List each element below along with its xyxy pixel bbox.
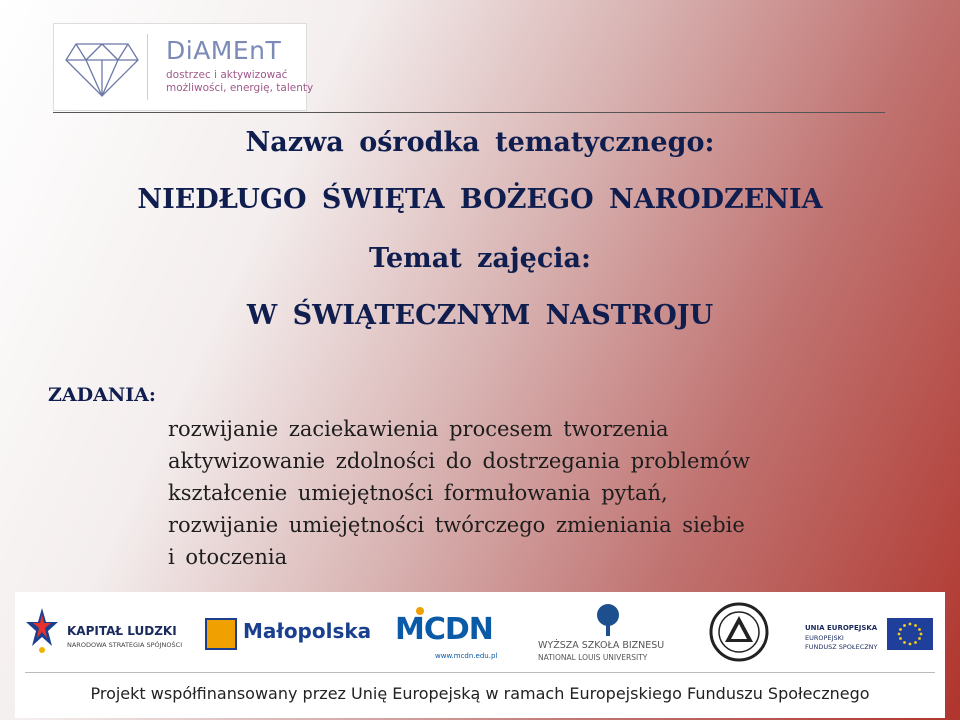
task-line: i otoczenia <box>168 545 288 569</box>
eu-subtitle: EUROPEJSKI <box>805 634 844 642</box>
footer-divider <box>25 672 935 673</box>
wsb-title: WYŻSZA SZKOŁA BIZNESU <box>538 640 665 651</box>
diament-logo <box>53 23 314 111</box>
tasks-list <box>168 413 750 573</box>
eu-social-fund-logo <box>805 602 945 662</box>
star-icon <box>25 606 59 654</box>
lesson-label: Temat zajęcia: <box>368 243 592 274</box>
logo-tagline: dostrzec i aktywizować <box>166 69 288 81</box>
eu-fund-name: FUNDUSZ SPOŁECZNY <box>805 643 878 651</box>
national-louis-university-seal <box>705 602 775 662</box>
eu-title: UNIA EUROPEJSKA <box>805 624 878 632</box>
kapital-ludzki-logo <box>25 602 195 662</box>
tasks-heading: ZADANIA: <box>48 384 156 406</box>
university-seal-icon <box>709 602 769 662</box>
wsb-nlu-logo <box>535 602 685 662</box>
kapital-ludzki-subtitle: NARODOWA STRATEGIA SPÓJNOŚCI <box>67 641 183 649</box>
footer <box>15 592 945 718</box>
lesson-value: W ŚWIĄTECZNYM NASTROJU <box>246 300 714 331</box>
cofinancing-note: Projekt współfinansowany przez Unię Europejską w ramach Europejskiego Funduszu Społecznego <box>90 684 870 703</box>
diamond-icon <box>62 30 142 102</box>
task-line: rozwijanie zaciekawienia procesem tworzenia <box>168 417 669 441</box>
header-divider <box>53 112 885 113</box>
partner-logos <box>15 592 945 670</box>
task-line: kształcenie umiejętności formułowania pytań, <box>168 481 668 505</box>
malopolska-emblem-icon <box>205 618 237 650</box>
malopolska-title: Małopolska <box>243 619 372 643</box>
eu-flag-icon <box>887 618 933 650</box>
tree-icon <box>590 602 626 638</box>
mcdn-logo <box>395 602 515 662</box>
kapital-ludzki-title: KAPITAŁ LUDZKI <box>67 624 177 638</box>
mcdn-url: www.mcdn.edu.pl <box>435 652 498 660</box>
logo-tagline-2: możliwości, energię, talenty <box>166 82 314 94</box>
task-line: rozwijanie umiejętności twórczego zmieniania siebie <box>168 513 745 537</box>
topic-label: Nazwa ośrodka tematycznego: <box>245 127 715 158</box>
logo-name: DiAMEnT <box>166 36 282 65</box>
topic-value: NIEDŁUGO ŚWIĘTA BOŻEGO NARODZENIA <box>137 184 823 215</box>
logo-divider <box>147 34 148 100</box>
mcdn-title: MCDN <box>395 612 493 647</box>
wsb-subtitle: NATIONAL LOUIS UNIVERSITY <box>538 653 648 662</box>
task-line: aktywizowanie zdolności do dostrzegania problemów <box>168 449 750 473</box>
malopolska-logo <box>205 602 375 662</box>
